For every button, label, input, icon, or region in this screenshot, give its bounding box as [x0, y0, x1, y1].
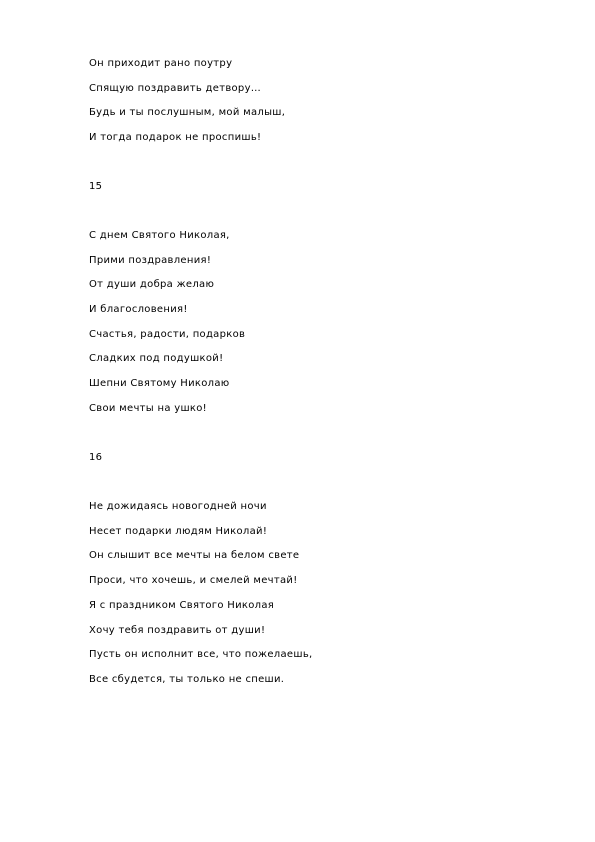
poem-line: Хочу тебя поздравить от души! — [89, 625, 266, 636]
poem-line: С днем Святого Николая, — [89, 230, 230, 241]
poem-line: От души добра желаю — [89, 279, 215, 290]
poem-line: Он приходит рано поутру — [89, 58, 233, 69]
poem-line: Все сбудется, ты только не спеши. — [89, 674, 285, 685]
poem-line: Проси, что хочешь, и смелей мечтай! — [89, 575, 298, 586]
poem-line: Шепни Святому Николаю — [89, 378, 230, 389]
poem-line: Он слышит все мечты на белом свете — [89, 550, 300, 561]
poem-line: Прими поздравления! — [89, 255, 212, 266]
poem-line: Не дожидаясь новогодней ночи — [89, 501, 267, 512]
poem-line: Свои мечты на ушко! — [89, 403, 207, 414]
poem-line: Сладких под подушкой! — [89, 353, 224, 364]
poem-line: Счастья, радости, подарков — [89, 329, 246, 340]
poem-line: Я с праздником Святого Николая — [89, 600, 275, 611]
poem-line: И тогда подарок не проспишь! — [89, 132, 262, 143]
poem-line: Несет подарки людям Николай! — [89, 526, 268, 537]
stanza-number: 16 — [89, 452, 103, 463]
stanza-number: 15 — [89, 181, 103, 192]
poem-line: И благословения! — [89, 304, 188, 315]
poem-line: Будь и ты послушным, мой малыш, — [89, 107, 286, 118]
poem-line: Спящую поздравить детвору… — [89, 83, 262, 94]
poem-line: Пусть он исполнит все, что пожелаешь, — [89, 649, 313, 660]
